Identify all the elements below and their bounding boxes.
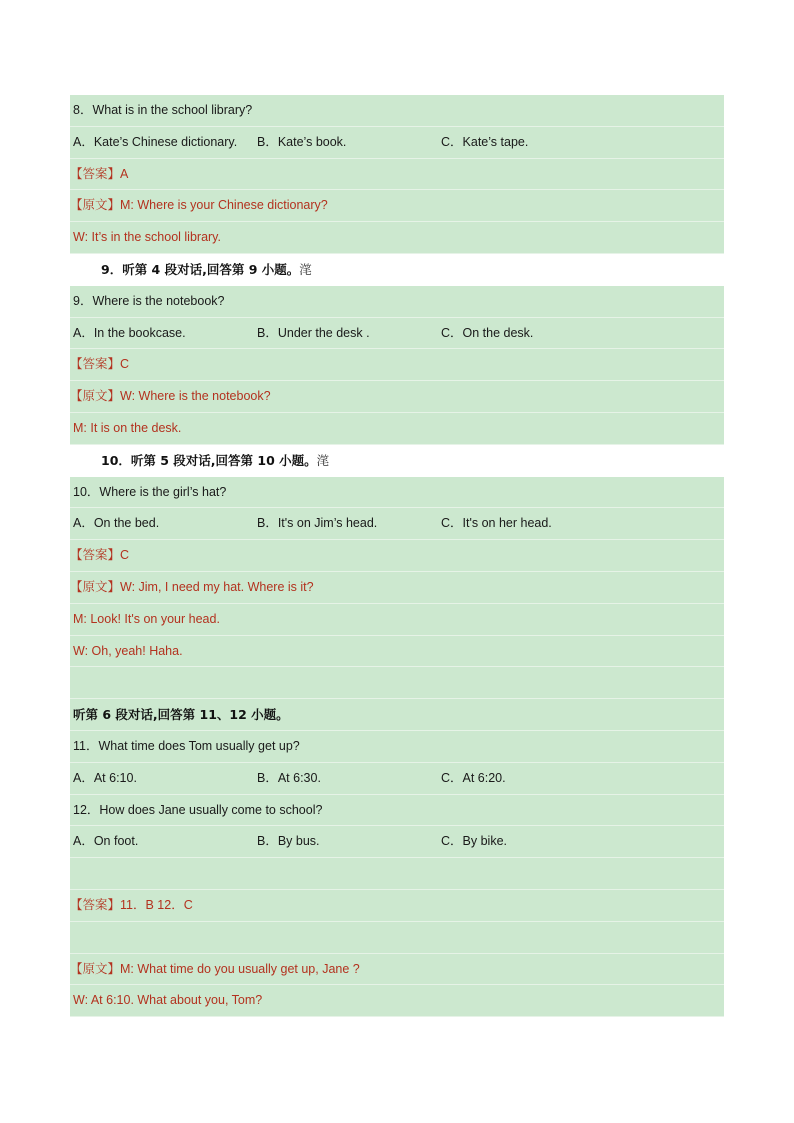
transcript-text: M: It is on the desk. xyxy=(73,420,182,435)
transcript-row xyxy=(70,190,724,222)
question-row xyxy=(70,795,724,827)
options-row xyxy=(70,508,724,540)
question-row xyxy=(70,95,724,127)
question-row xyxy=(70,731,724,763)
option-c: C．By bike. xyxy=(441,834,507,849)
options-row xyxy=(70,318,724,350)
option-a: A．On foot. xyxy=(73,834,139,849)
transcript-row xyxy=(70,604,724,636)
document-page xyxy=(70,95,724,1017)
section-heading xyxy=(70,699,724,731)
option-c: C．Kate’s tape. xyxy=(441,134,529,149)
question-text: 12．How does Jane usually come to school? xyxy=(73,802,323,817)
option-c: C．It's on her head. xyxy=(441,516,552,531)
blank-row xyxy=(70,858,724,890)
option-a: A．On the bed. xyxy=(73,516,160,531)
question-text: 8．What is in the school library? xyxy=(73,103,253,117)
question-text: 11．What time does Tom usually get up? xyxy=(73,738,300,753)
transcript-text: M: Where is your Chinese dictionary? xyxy=(120,198,328,213)
options-row xyxy=(70,127,724,159)
answer-text: 11．B 12．C xyxy=(120,897,193,912)
option-b: B．By bus. xyxy=(257,834,320,849)
question-text: 9．Where is the notebook? xyxy=(73,293,225,308)
transcript-label: 【原文】 xyxy=(70,198,121,213)
option-b: B．Kate’s book. xyxy=(257,134,347,149)
transcript-row xyxy=(70,985,724,1017)
transcript-row xyxy=(70,413,724,445)
answer-label: 【答案】 xyxy=(70,166,121,181)
answer-row xyxy=(70,890,724,922)
option-a: A．In the bookcase. xyxy=(73,325,186,340)
options-row xyxy=(70,763,724,795)
question-row xyxy=(70,286,724,318)
transcript-label: 【原文】 xyxy=(70,579,121,594)
answer-label: 【答案】 xyxy=(70,897,121,912)
transcript-row xyxy=(70,381,724,413)
answer-text: C xyxy=(120,548,130,563)
transcript-text: W: At 6:10. What about you, Tom? xyxy=(73,993,263,1008)
option-b: B．Under the desk . xyxy=(257,325,370,340)
options-row xyxy=(70,826,724,858)
transcript-text: W: Jim, I need my hat. Where is it? xyxy=(120,579,314,594)
section-heading-text: 听第 6 段对话,回答第 11、12 小题。 xyxy=(73,707,289,723)
transcript-text: M: Look! It's on your head. xyxy=(73,611,220,626)
blank-row xyxy=(70,667,724,699)
transcript-row xyxy=(70,572,724,604)
transcript-label: 【原文】 xyxy=(70,389,121,404)
question-text: 10．Where is the girl’s hat? xyxy=(73,484,227,499)
answer-row xyxy=(70,349,724,381)
transcript-row xyxy=(70,636,724,668)
question-row xyxy=(70,477,724,509)
option-b: B．At 6:30. xyxy=(257,770,321,785)
option-c: C．At 6:20. xyxy=(441,770,506,785)
option-b: B．It's on Jim’s head. xyxy=(257,516,378,531)
heading-mark: 滗 xyxy=(299,261,312,277)
answer-label: 【答案】 xyxy=(70,357,121,372)
option-c: C．On the desk. xyxy=(441,325,534,340)
transcript-row xyxy=(70,954,724,986)
transcript-label: 【原文】 xyxy=(70,961,121,976)
transcript-row xyxy=(70,222,724,254)
section-heading-text: 10．听第 5 段对话,回答第 10 小题。 xyxy=(101,452,317,468)
blank-row xyxy=(70,922,724,954)
answer-row xyxy=(70,159,724,191)
transcript-text: W: Where is the notebook? xyxy=(120,389,271,404)
answer-label: 【答案】 xyxy=(70,548,121,563)
answer-text: A xyxy=(120,166,129,181)
section-heading-text: 9．听第 4 段对话,回答第 9 小题。 xyxy=(101,261,300,277)
transcript-text: M: What time do you usually get up, Jane ? xyxy=(120,961,360,976)
section-heading xyxy=(70,254,724,286)
answer-row xyxy=(70,540,724,572)
heading-mark: 滗 xyxy=(316,452,330,468)
transcript-text: W: Oh, yeah! Haha. xyxy=(73,643,183,658)
option-a: A．At 6:10. xyxy=(73,770,137,785)
section-heading xyxy=(70,445,724,477)
transcript-text: W: It’s in the school library. xyxy=(73,230,221,245)
option-a: A．Kate’s Chinese dictionary. xyxy=(73,134,238,149)
answer-text: C xyxy=(120,357,130,372)
